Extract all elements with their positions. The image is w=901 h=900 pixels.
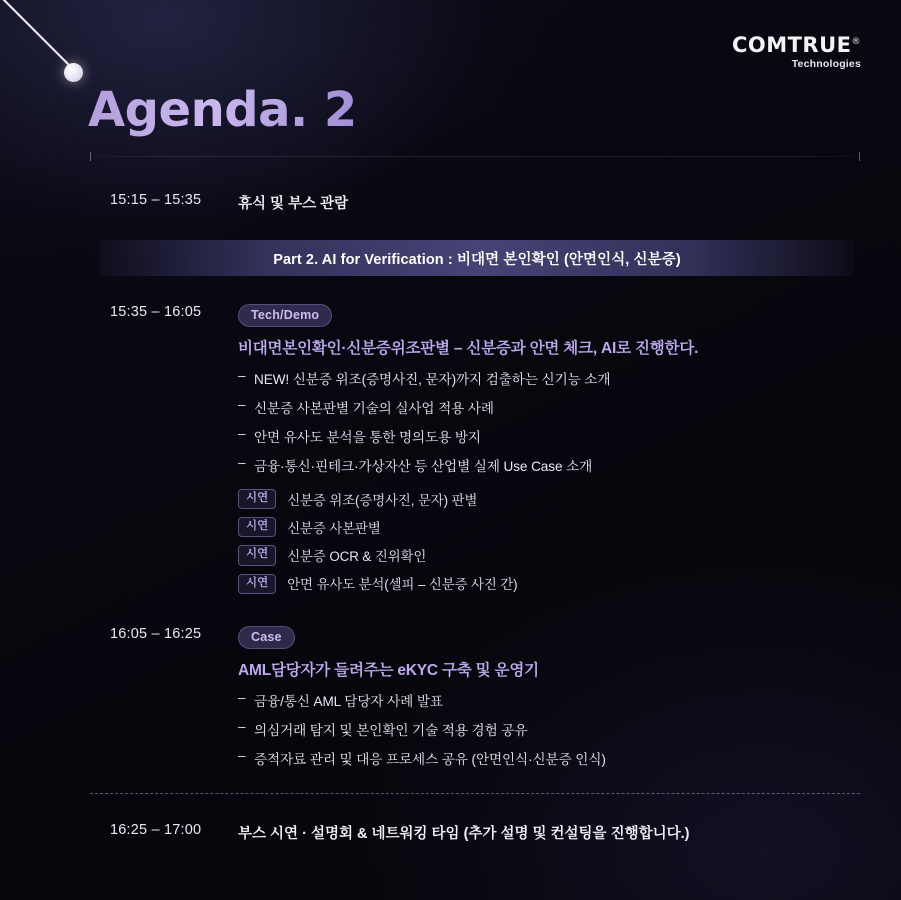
bullet-dash-icon: – [238, 368, 246, 383]
list-item-label: 안면 유사도 분석을 통한 명의도용 방지 [254, 430, 481, 445]
demo-label: 신분증 OCR & 진위확인 [287, 549, 427, 565]
list-item [238, 517, 861, 537]
demo-list [238, 489, 861, 594]
list-item [238, 545, 861, 565]
list-item-label: 신분증 사본판별 기술의 실사업 적용 사례 [254, 401, 494, 416]
demo-badge: 시연 [238, 574, 276, 594]
logo-name: COMTRUE [731, 33, 852, 57]
list-item [238, 489, 861, 509]
bottom-divider [90, 793, 860, 794]
bullet-dash-icon: – [238, 690, 246, 705]
demo-label: 안면 유사도 분석(셀피 – 신분증 사진 간) [287, 577, 518, 593]
status-badge: Tech/Demo [238, 304, 332, 327]
status-badge: Case [238, 626, 295, 649]
dot-decoration [64, 63, 83, 82]
comtrue-logo [732, 33, 861, 70]
agenda-content [238, 822, 861, 843]
list-item [238, 574, 861, 594]
demo-label: 신분증 사본판별 [287, 520, 381, 536]
agenda-text: 휴식 및 부스 관람 [238, 196, 349, 212]
top-divider [90, 156, 860, 157]
agenda-time: 15:35 – 16:05 [110, 304, 202, 320]
list-item [238, 368, 861, 388]
part-banner-text: Part 2. AI for Verification : 비대면 본인확인 (안면인식, 신분증) [273, 251, 681, 268]
list-item [238, 690, 861, 710]
demo-badge: 시연 [238, 489, 276, 509]
logo-wordmark [732, 33, 861, 57]
agenda-text: 부스 시연 · 설명회 & 네트워킹 타임 (추가 설명 및 컨설팅을 진행합니다.) [238, 826, 690, 842]
bullet-dash-icon: – [238, 455, 246, 470]
agenda-time: 16:25 – 17:00 [110, 822, 202, 838]
agenda-content [238, 626, 861, 777]
list-item-label: 증적자료 관리 및 대응 프로세스 공유 (안면인식·신분증 인식) [254, 752, 606, 767]
list-item-label: 의심거래 탐지 및 본인확인 기술 적용 경험 공유 [254, 723, 528, 738]
list-item [238, 748, 861, 768]
part-banner [100, 240, 854, 276]
agenda-content [238, 192, 861, 213]
demo-label: 신분증 위조(증명사진, 문자) 판별 [287, 492, 478, 508]
list-item [238, 455, 861, 475]
demo-badge: 시연 [238, 545, 276, 565]
bullet-dash-icon: – [238, 397, 246, 412]
logo-subtitle: Technologies [791, 58, 861, 70]
list-item [238, 397, 861, 417]
agenda-headline: 비대면본인확인·신분증위조판별 – 신분증과 안면 체크, AI로 진행한다. [238, 340, 699, 357]
agenda-bullets [238, 690, 861, 768]
diagonal-line-decoration [0, 0, 104, 82]
list-item-label: NEW! 신분증 위조(증명사진, 문자)까지 검출하는 신기능 소개 [254, 372, 611, 387]
agenda-time: 16:05 – 16:25 [110, 626, 202, 642]
divider-tick-right [859, 152, 860, 161]
agenda-content [238, 304, 861, 602]
list-item-label: 금융·통신·핀테크·가상자산 등 산업별 실제 Use Case 소개 [254, 459, 593, 474]
agenda-bullets [238, 368, 861, 475]
bullet-dash-icon: – [238, 426, 246, 441]
page-title: Agenda. 2 [88, 82, 357, 138]
list-item-label: 금융/통신 AML 담당자 사례 발표 [254, 694, 443, 709]
demo-badge: 시연 [238, 517, 276, 537]
divider-tick-left [90, 152, 91, 161]
agenda-headline: AML담당자가 들려주는 eKYC 구축 및 운영기 [238, 662, 539, 679]
bullet-dash-icon: – [238, 719, 246, 734]
list-item [238, 719, 861, 739]
registered-mark-icon: ® [851, 37, 861, 47]
list-item [238, 426, 861, 446]
bullet-dash-icon: – [238, 748, 246, 763]
agenda-time: 15:15 – 15:35 [110, 192, 202, 208]
